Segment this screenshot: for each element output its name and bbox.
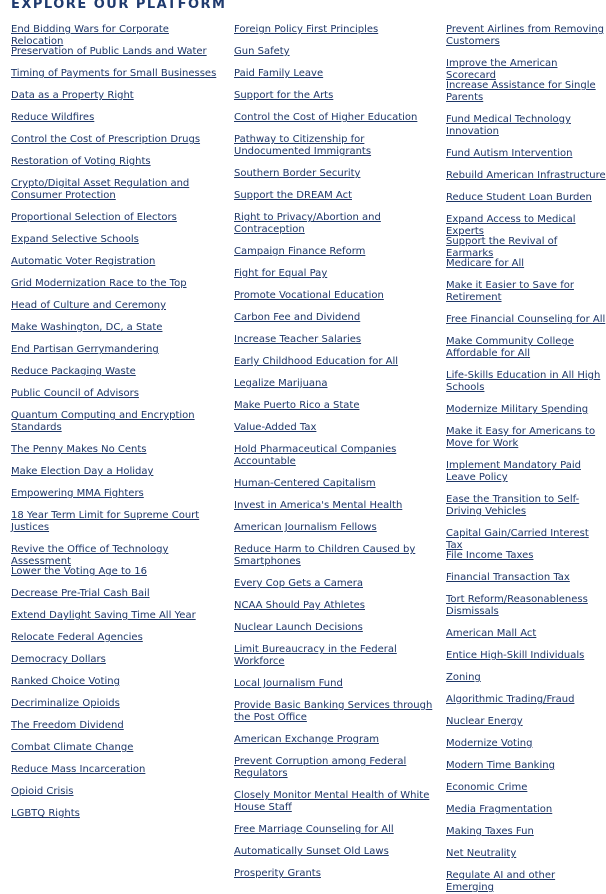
platform-link[interactable]: Algorithmic Trading/Fraud <box>446 694 575 705</box>
platform-link[interactable]: LGBTQ Rights <box>11 808 80 819</box>
platform-link[interactable]: Entice High-Skill Individuals <box>446 650 585 661</box>
platform-list-item <box>446 494 606 528</box>
platform-list-item <box>446 314 606 336</box>
platform-list-item <box>11 466 223 488</box>
platform-list-item <box>234 700 434 734</box>
platform-link[interactable]: Local Journalism Fund <box>234 678 343 689</box>
platform-link[interactable]: Ease the Transition to Self-Driving Vehicles <box>446 494 580 517</box>
platform-link[interactable]: Modern Time Banking <box>446 760 555 771</box>
platform-link[interactable]: Reduce Student Loan Burden <box>446 192 592 203</box>
platform-list-item <box>446 148 606 170</box>
platform-list-item <box>446 404 606 426</box>
platform-list-item <box>446 804 606 826</box>
platform-list-item <box>11 610 223 632</box>
platform-list-item <box>11 112 223 134</box>
platform-link[interactable]: Foreign Policy First Principles <box>234 24 379 35</box>
platform-list-item <box>11 654 223 676</box>
platform-link[interactable]: Democracy Dollars <box>11 654 106 665</box>
platform-link[interactable]: Support the Revival of Earmarks <box>446 236 558 259</box>
platform-list-item <box>446 672 606 694</box>
platform-list-item <box>446 370 606 404</box>
platform-link[interactable]: Invest in America's Mental Health <box>234 500 403 511</box>
platform-list-item <box>11 632 223 654</box>
platform-list-item <box>11 68 223 90</box>
platform-list-item <box>446 258 606 280</box>
platform-link[interactable]: Closely Monitor Mental Health of White House Staff <box>234 790 430 813</box>
platform-list-item <box>234 290 434 312</box>
platform-link[interactable]: Prevent Airlines from Removing Customers <box>446 24 604 47</box>
platform-list-item <box>446 738 606 760</box>
platform-link[interactable]: Head of Culture and Ceremony <box>11 300 167 311</box>
platform-link[interactable]: Increase Assistance for Single Parents <box>446 80 596 103</box>
platform-link[interactable]: Combat Climate Change <box>11 742 134 753</box>
platform-list-item <box>11 388 223 410</box>
platform-link[interactable]: Lower the Voting Age to 16 <box>11 566 147 577</box>
platform-link[interactable]: American Journalism Fellows <box>234 522 377 533</box>
platform-link[interactable]: Hold Pharmaceutical Companies Accountable <box>234 444 397 467</box>
platform-link[interactable]: Legalize Marijuana <box>234 378 328 389</box>
platform-list-item <box>446 760 606 782</box>
platform-list-item <box>11 764 223 786</box>
platform-list-item <box>234 246 434 268</box>
platform-list-item <box>234 622 434 644</box>
platform-list-item <box>11 212 223 234</box>
platform-list-item <box>446 58 606 80</box>
platform-list-item <box>446 24 606 58</box>
platform-link[interactable]: Gun Safety <box>234 46 290 57</box>
platform-link[interactable]: Prosperity Grants <box>234 868 321 879</box>
platform-link[interactable]: Extend Daylight Saving Time All Year <box>11 610 196 621</box>
platform-link[interactable]: Support the DREAM Act <box>234 190 352 201</box>
platform-list-item <box>446 572 606 594</box>
platform-link[interactable]: Decriminalize Opioids <box>11 698 120 709</box>
platform-link[interactable]: Human-Centered Capitalism <box>234 478 376 489</box>
platform-list-item <box>11 322 223 344</box>
platform-list-item <box>11 786 223 808</box>
platform-list-item <box>11 698 223 720</box>
platform-link[interactable]: Preservation of Public Lands and Water <box>11 46 207 57</box>
platform-link[interactable]: Limit Bureaucracy in the Federal Workforce <box>234 644 397 667</box>
platform-list-item <box>234 400 434 422</box>
platform-list-item <box>446 214 606 236</box>
platform-link[interactable]: Make Washington, DC, a State <box>11 322 163 333</box>
platform-link[interactable]: Grid Modernization Race to the Top <box>11 278 187 289</box>
platform-link[interactable]: Net Neutrality <box>446 848 517 859</box>
platform-list-item <box>234 824 434 846</box>
platform-link[interactable]: Carbon Fee and Dividend <box>234 312 361 323</box>
platform-list-item <box>11 156 223 178</box>
platform-link[interactable]: Public Council of Advisors <box>11 388 139 399</box>
platform-list-item <box>11 90 223 112</box>
platform-list-item <box>234 544 434 578</box>
platform-link[interactable]: The Penny Makes No Cents <box>11 444 147 455</box>
platform-link[interactable]: Revive the Office of Technology Assessment <box>11 544 169 567</box>
platform-link[interactable]: Empowering MMA Fighters <box>11 488 144 499</box>
page-title: EXPLORE OUR PLATFORM <box>11 0 227 12</box>
platform-list-item <box>446 826 606 848</box>
platform-list-item <box>234 268 434 290</box>
platform-link[interactable]: File Income Taxes <box>446 550 534 561</box>
platform-link[interactable]: Improve the American Scorecard <box>446 58 558 81</box>
platform-list-item <box>11 234 223 256</box>
platform-list-item <box>11 808 223 830</box>
platform-list-item <box>446 848 606 870</box>
platform-link[interactable]: Paid Family Leave <box>234 68 324 79</box>
platform-link[interactable]: Expand Selective Schools <box>11 234 139 245</box>
platform-link[interactable]: Fund Medical Technology Innovation <box>446 114 571 137</box>
platform-list-item <box>446 694 606 716</box>
platform-link[interactable]: Promote Vocational Education <box>234 290 384 301</box>
platform-list-item <box>234 90 434 112</box>
platform-column-1 <box>11 24 223 830</box>
platform-list-item <box>446 460 606 494</box>
platform-link[interactable]: Regulate AI and other Emerging <box>446 870 556 893</box>
platform-list-item <box>446 528 606 550</box>
platform-list-item <box>446 628 606 650</box>
platform-link[interactable]: Economic Crime <box>446 782 528 793</box>
platform-list-item <box>11 344 223 366</box>
platform-link[interactable]: Make Puerto Rico a State <box>234 400 360 411</box>
platform-list-item <box>446 650 606 672</box>
platform-list-item <box>234 356 434 378</box>
platform-link[interactable]: End Bidding Wars for Corporate Relocation <box>11 24 169 47</box>
platform-list-item <box>11 720 223 742</box>
platform-list-item <box>11 742 223 764</box>
platform-link[interactable]: Free Financial Counseling for All <box>446 314 606 325</box>
platform-list-item <box>234 334 434 356</box>
platform-link[interactable]: Restoration of Voting Rights <box>11 156 151 167</box>
platform-link[interactable]: Modernize Military Spending <box>446 404 589 415</box>
platform-list-item <box>234 578 434 600</box>
platform-link[interactable]: Make it Easier to Save for Retirement <box>446 280 574 303</box>
platform-link[interactable]: Control the Cost of Prescription Drugs <box>11 134 201 145</box>
platform-link[interactable]: Free Marriage Counseling for All <box>234 824 394 835</box>
platform-list-item <box>446 336 606 370</box>
platform-link[interactable]: Nuclear Energy <box>446 716 523 727</box>
platform-list-item <box>234 500 434 522</box>
platform-link[interactable]: Decrease Pre-Trial Cash Bail <box>11 588 150 599</box>
platform-link[interactable]: Increase Teacher Salaries <box>234 334 362 345</box>
platform-list-item <box>234 600 434 622</box>
platform-link[interactable]: Reduce Mass Incarceration <box>11 764 146 775</box>
platform-column-3 <box>446 24 606 892</box>
platform-list-item <box>11 46 223 68</box>
platform-link[interactable]: Support for the Arts <box>234 90 334 101</box>
platform-list-item <box>11 544 223 566</box>
platform-link[interactable]: Every Cop Gets a Camera <box>234 578 363 589</box>
platform-link[interactable]: Implement Mandatory Paid Leave Policy <box>446 460 581 483</box>
platform-list-item <box>11 588 223 610</box>
platform-list-item <box>11 366 223 388</box>
platform-link[interactable]: Timing of Payments for Small Businesses <box>11 68 217 79</box>
platform-link[interactable]: Tort Reform/Reasonableness Dismissals <box>446 594 588 617</box>
platform-link[interactable]: Right to Privacy/Abortion and Contraception <box>234 212 381 235</box>
platform-link[interactable]: Reduce Harm to Children Caused by Smartphones <box>234 544 416 567</box>
platform-link[interactable]: Make Election Day a Holiday <box>11 466 154 477</box>
platform-list-item <box>446 594 606 628</box>
platform-link[interactable]: Capital Gain/Carried Interest Tax <box>446 528 589 551</box>
platform-list-item <box>234 790 434 824</box>
platform-list-item <box>446 192 606 214</box>
platform-list-item <box>234 68 434 90</box>
platform-link[interactable]: NCAA Should Pay Athletes <box>234 600 365 611</box>
platform-link[interactable]: The Freedom Dividend <box>11 720 124 731</box>
platform-link[interactable]: Make Community College Affordable for All <box>446 336 574 359</box>
platform-link[interactable]: Reduce Wildfires <box>11 112 95 123</box>
platform-link[interactable]: Quantum Computing and Encryption Standards <box>11 410 195 433</box>
platform-list-item <box>234 378 434 400</box>
platform-list-item <box>11 676 223 698</box>
platform-link[interactable]: Make it Easy for Americans to Move for Work <box>446 426 596 449</box>
platform-list-item <box>234 190 434 212</box>
platform-link[interactable]: Pathway to Citizenship for Undocumented Immigrants <box>234 134 372 157</box>
platform-link[interactable]: Value-Added Tax <box>234 422 317 433</box>
platform-list-item <box>11 444 223 466</box>
platform-link[interactable]: Automatic Voter Registration <box>11 256 156 267</box>
platform-list-item <box>11 134 223 156</box>
platform-link[interactable]: Rebuild American Infrastructure <box>446 170 606 181</box>
platform-link[interactable]: Expand Access to Medical Experts <box>446 214 576 237</box>
platform-link[interactable]: Reduce Packaging Waste <box>11 366 136 377</box>
platform-list-item <box>234 112 434 134</box>
platform-link[interactable]: Making Taxes Fun <box>446 826 534 837</box>
platform-list-item <box>234 312 434 334</box>
platform-link[interactable]: Financial Transaction Tax <box>446 572 570 583</box>
platform-list-item <box>11 488 223 510</box>
platform-list-item <box>11 510 223 544</box>
platform-list-item <box>446 236 606 258</box>
platform-list-item <box>446 80 606 114</box>
platform-list-item <box>446 280 606 314</box>
platform-link[interactable]: Campaign Finance Reform <box>234 246 366 257</box>
platform-list-item <box>234 444 434 478</box>
platform-link[interactable]: Early Childhood Education for All <box>234 356 399 367</box>
platform-list-item <box>446 426 606 460</box>
platform-link[interactable]: American Exchange Program <box>234 734 379 745</box>
platform-link[interactable]: Crypto/Digital Asset Regulation and Consumer Protection <box>11 178 190 201</box>
platform-link[interactable]: Control the Cost of Higher Education <box>234 112 418 123</box>
platform-list-item <box>11 178 223 212</box>
platform-list-item <box>234 756 434 790</box>
platform-link[interactable]: Opioid Crisis <box>11 786 74 797</box>
platform-list-item <box>11 278 223 300</box>
platform-link[interactable]: Data as a Property Right <box>11 90 134 101</box>
platform-list-item <box>446 114 606 148</box>
platform-list-item <box>446 170 606 192</box>
platform-list-item <box>446 716 606 738</box>
platform-list-item <box>234 868 434 890</box>
platform-link[interactable]: Fight for Equal Pay <box>234 268 328 279</box>
platform-link[interactable]: Nuclear Launch Decisions <box>234 622 363 633</box>
platform-link[interactable]: American Mall Act <box>446 628 537 639</box>
platform-list-item <box>234 212 434 246</box>
platform-link[interactable]: Proportional Selection of Electors <box>11 212 177 223</box>
platform-link[interactable]: Zoning <box>446 672 481 683</box>
platform-list-item <box>11 256 223 278</box>
platform-list-item <box>234 134 434 168</box>
platform-list-item <box>234 678 434 700</box>
platform-link[interactable]: Medicare for All <box>446 258 525 269</box>
platform-link[interactable]: Fund Autism Intervention <box>446 148 573 159</box>
platform-list-item <box>234 734 434 756</box>
platform-list-item <box>234 522 434 544</box>
platform-list-item <box>234 46 434 68</box>
platform-list-item <box>446 782 606 804</box>
platform-link[interactable]: Ranked Choice Voting <box>11 676 120 687</box>
platform-link[interactable]: End Partisan Gerrymandering <box>11 344 159 355</box>
platform-list-item <box>234 846 434 868</box>
platform-link[interactable]: Automatically Sunset Old Laws <box>234 846 389 857</box>
platform-list-item <box>11 566 223 588</box>
platform-link[interactable]: Modernize Voting <box>446 738 533 749</box>
platform-link[interactable]: 18 Year Term Limit for Supreme Court Justices <box>11 510 200 533</box>
platform-list-item <box>234 24 434 46</box>
platform-list-item <box>234 478 434 500</box>
platform-list-item <box>446 870 606 892</box>
platform-list-item <box>446 550 606 572</box>
platform-link[interactable]: Media Fragmentation <box>446 804 553 815</box>
platform-link[interactable]: Life-Skills Education in All High Schools <box>446 370 601 393</box>
platform-link[interactable]: Provide Basic Banking Services through the Post Office <box>234 700 433 723</box>
platform-list-item <box>11 24 223 46</box>
platform-list-item <box>11 300 223 322</box>
platform-list-item <box>234 168 434 190</box>
platform-link[interactable]: Relocate Federal Agencies <box>11 632 143 643</box>
platform-link[interactable]: Southern Border Security <box>234 168 361 179</box>
platform-link[interactable]: Prevent Corruption among Federal Regulators <box>234 756 407 779</box>
platform-column-2 <box>234 24 434 890</box>
platform-list-item <box>234 644 434 678</box>
platform-list-item <box>11 410 223 444</box>
platform-list-item <box>234 422 434 444</box>
